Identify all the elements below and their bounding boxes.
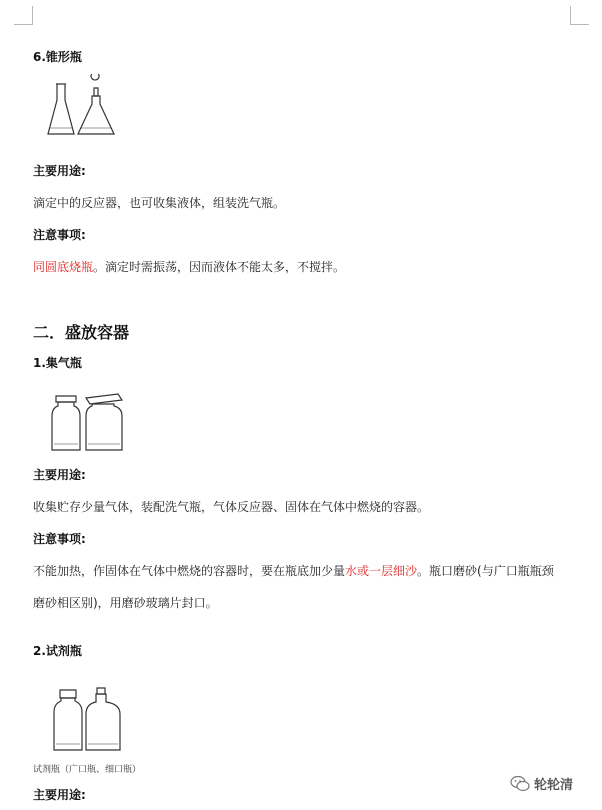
notes-label-gas-bottle: 注意事项: bbox=[33, 532, 86, 546]
section-heading-storage-containers: 二．盛放容器 bbox=[33, 323, 130, 342]
usage-label-reagent-bottle: 主要用途: bbox=[33, 788, 86, 802]
wechat-icon bbox=[510, 775, 530, 793]
section-title-gas-bottle: 1.集气瓶 bbox=[33, 356, 82, 370]
notes-text-flask bbox=[33, 258, 345, 275]
notes-line1-part-a: 不能加热，作固体在气体中燃烧的容器时，要在瓶底加少量 bbox=[33, 564, 346, 578]
section-title-reagent-bottle: 2.试剂瓶 bbox=[33, 644, 82, 658]
page-corner-mark-right bbox=[570, 6, 589, 25]
notes-highlight-flask: 同圆底烧瓶 bbox=[33, 260, 94, 274]
usage-text-gas-bottle: 收集贮存少量气体，装配洗气瓶，气体反应器、固体在气体中燃烧的容器。 bbox=[33, 500, 430, 514]
watermark-text: 轮轮清 bbox=[534, 778, 574, 793]
notes-line1-part-b: 。瓶口磨砂(与广口瓶瓶颈 bbox=[417, 564, 554, 578]
notes-highlight-gas-bottle: 水或一层细沙 bbox=[345, 564, 418, 578]
gas-bottle-illustration bbox=[48, 390, 128, 454]
notes-label-flask: 注意事项: bbox=[33, 228, 86, 242]
usage-label-gas-bottle: 主要用途: bbox=[33, 468, 86, 482]
conical-flask-illustration bbox=[44, 74, 124, 140]
notes-line1-gas-bottle bbox=[33, 562, 554, 579]
watermark bbox=[510, 774, 573, 793]
section-title-conical-flask: 6.锥形瓶 bbox=[33, 50, 82, 64]
notes-line2-gas-bottle: 磨砂相区别)，用磨砂玻璃片封口。 bbox=[33, 596, 218, 610]
reagent-bottle-illustration bbox=[50, 686, 126, 754]
page-corner-mark-left bbox=[14, 6, 33, 25]
usage-text-flask: 滴定中的反应器，也可收集液体，组装洗气瓶。 bbox=[33, 196, 286, 210]
usage-label-flask: 主要用途: bbox=[33, 164, 86, 178]
notes-rest-flask: 。滴定时需振荡，因而液体不能太多，不搅拌。 bbox=[93, 260, 346, 274]
caption-reagent-bottle: 试剂瓶（广口瓶、细口瓶） bbox=[33, 765, 142, 775]
